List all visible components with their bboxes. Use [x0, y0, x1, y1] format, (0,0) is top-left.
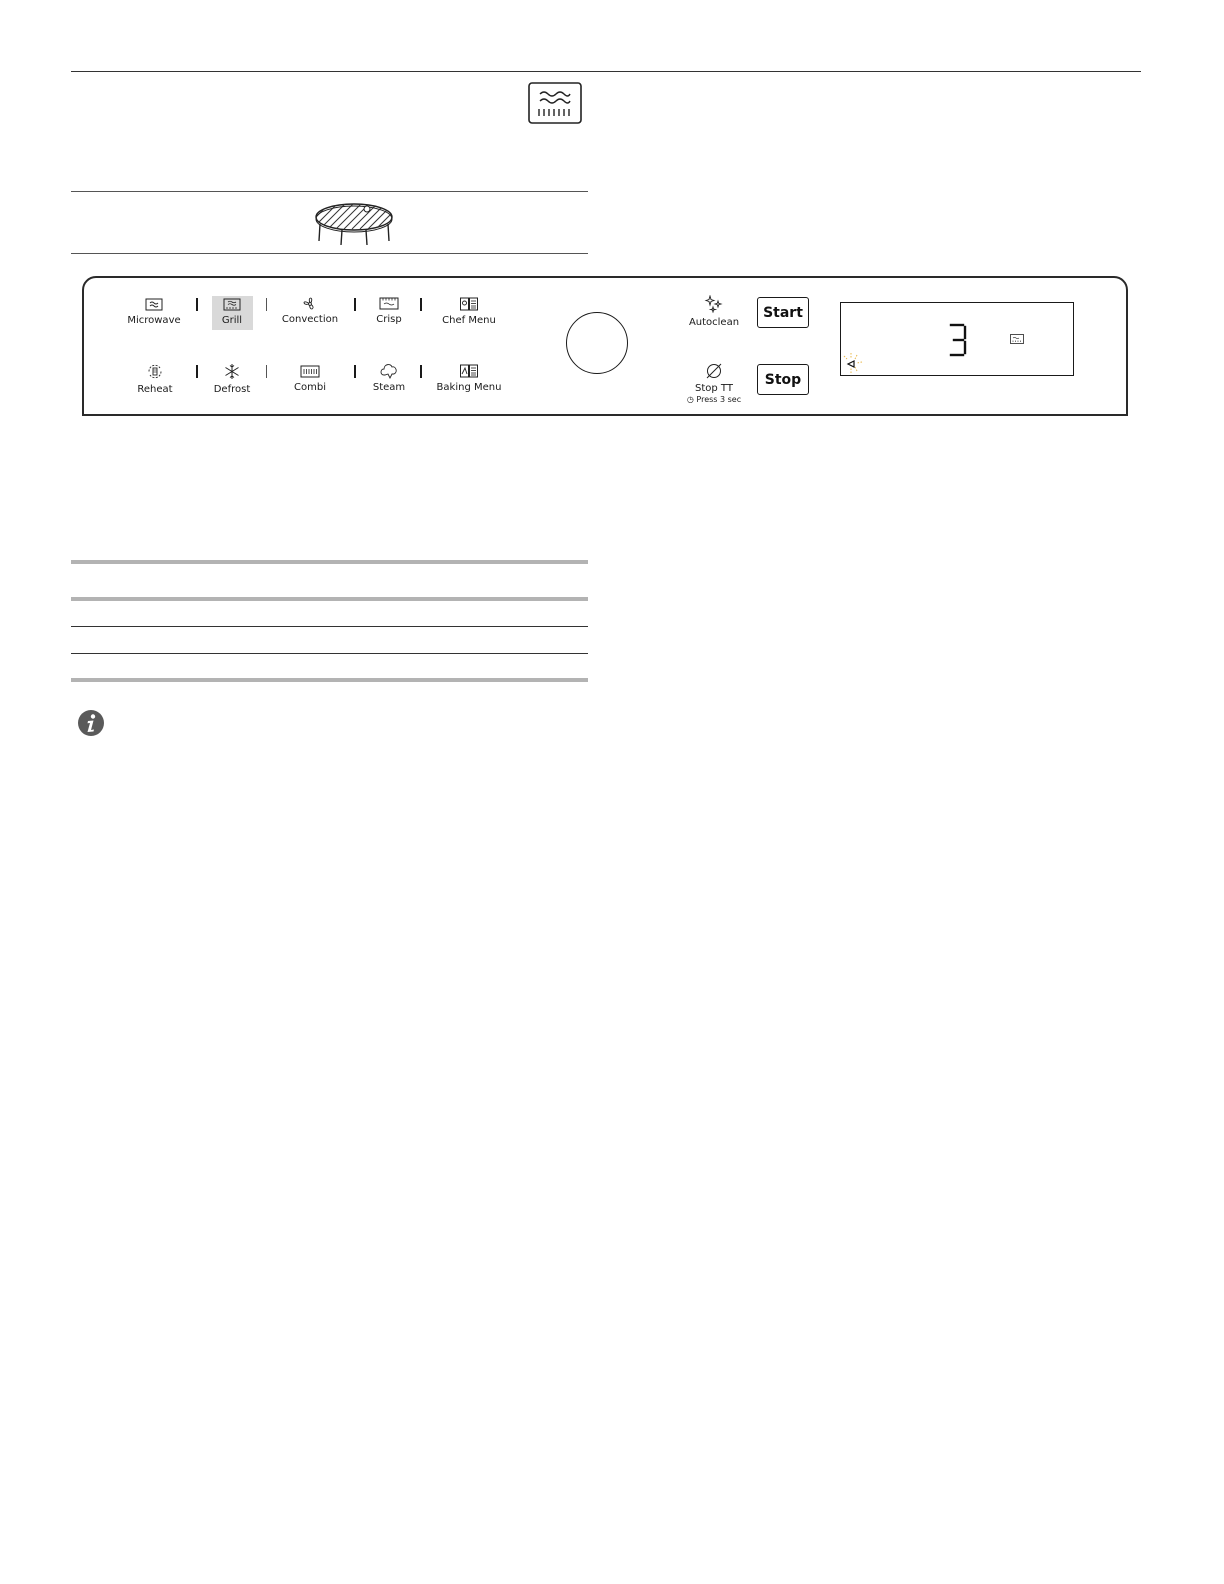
info-icon	[77, 709, 105, 737]
turntable-off-icon	[704, 362, 724, 380]
book-icon	[459, 364, 479, 378]
top-rule	[71, 71, 1141, 72]
stop-tt-label: Stop TT	[695, 383, 733, 394]
combi-button[interactable]	[270, 365, 350, 394]
rack-rule-bottom	[71, 253, 588, 254]
reheat-icon	[146, 363, 164, 380]
display-digit-3	[946, 323, 970, 357]
baking-menu-button[interactable]	[429, 364, 509, 394]
microwave-label: Microwave	[127, 315, 181, 326]
grill-symbol-icon	[528, 82, 582, 124]
clock-icon: ◷	[686, 395, 694, 404]
rack-icon	[312, 199, 396, 249]
table-rule-header	[71, 597, 588, 601]
defrost-label: Defrost	[213, 384, 251, 395]
crisp-button[interactable]	[349, 297, 429, 326]
grill-mini-icon	[1010, 334, 1024, 344]
table-rule-top	[71, 560, 588, 564]
separator	[266, 298, 267, 311]
stop-tt-hint	[674, 395, 754, 405]
autoclean-button[interactable]	[674, 295, 754, 329]
table-rule-row	[71, 626, 588, 627]
chef-menu-button[interactable]	[429, 297, 509, 327]
sparkle-icon	[704, 295, 724, 313]
table-rule-bottom	[71, 678, 588, 682]
separator	[420, 298, 422, 311]
table-rule-row	[71, 653, 588, 654]
reheat-button[interactable]	[115, 363, 195, 396]
book-icon	[459, 297, 479, 311]
start-button[interactable]: Start	[757, 297, 809, 328]
chef-menu-label: Chef Menu	[442, 315, 496, 326]
convection-button[interactable]	[270, 296, 350, 326]
crisp-label: Crisp	[376, 314, 402, 325]
defrost-button[interactable]	[192, 363, 272, 396]
grill-icon	[223, 298, 241, 311]
microwave-button[interactable]	[114, 298, 194, 327]
stop-tt-hint-text: Press 3 sec	[696, 395, 742, 404]
combi-label: Combi	[294, 382, 326, 393]
microwave-icon	[145, 298, 163, 311]
control-dial[interactable]	[566, 312, 628, 374]
steam-button[interactable]	[349, 362, 429, 394]
separator	[266, 365, 267, 378]
stop-tt-button[interactable]	[674, 362, 754, 405]
stop-button[interactable]: Stop	[757, 364, 809, 395]
combi-icon	[300, 365, 320, 378]
baking-menu-label: Baking Menu	[436, 382, 502, 393]
reheat-label: Reheat	[137, 384, 173, 395]
fan-icon	[301, 296, 319, 312]
grill-button[interactable]	[192, 298, 272, 327]
convection-label: Convection	[281, 314, 339, 325]
separator	[420, 365, 422, 378]
autoclean-label: Autoclean	[688, 317, 740, 328]
crisp-icon	[379, 297, 399, 310]
steam-icon	[379, 362, 399, 380]
rack-rule-top	[71, 191, 588, 192]
grill-label: Grill	[221, 315, 243, 326]
snowflake-icon	[223, 363, 241, 380]
blinking-indicator-icon	[840, 350, 866, 376]
steam-label: Steam	[372, 382, 406, 393]
